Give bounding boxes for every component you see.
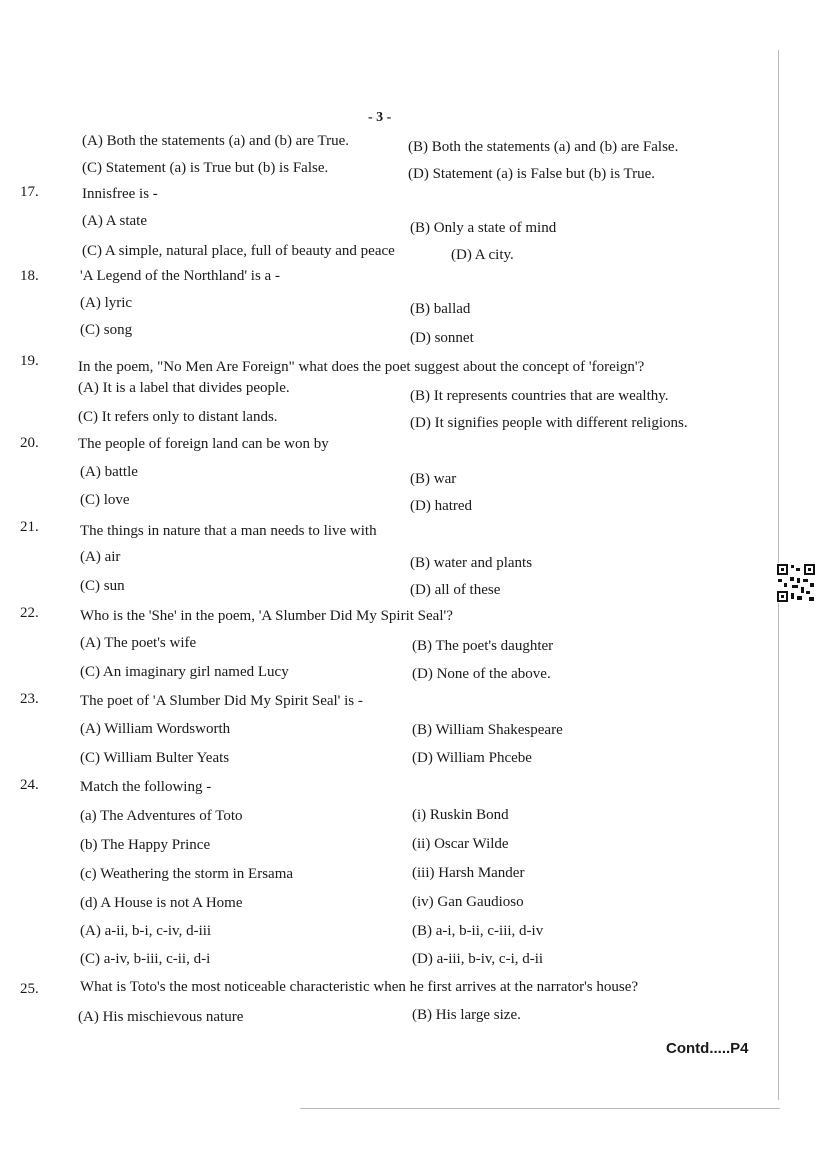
q20-text: The people of foreign land can be won by bbox=[78, 436, 329, 452]
q16-option-d: (D) Statement (a) is False but (b) is True. bbox=[408, 166, 656, 182]
q22-number: 22. bbox=[20, 605, 39, 621]
q17-option-d: (D) A city. bbox=[451, 247, 514, 263]
q24-right-i: (i) Ruskin Bond bbox=[412, 807, 509, 823]
q23-text: The poet of 'A Slumber Did My Spirit Seal' is - bbox=[80, 693, 363, 709]
q25-text: What is Toto's the most noticeable characteristic when he first arrives at the narrator's house? bbox=[80, 979, 639, 995]
q22-option-b: (B) The poet's daughter bbox=[412, 638, 554, 654]
q19-option-d: (D) It signifies people with different religions. bbox=[410, 415, 688, 431]
q18-text: 'A Legend of the Northland' is a - bbox=[80, 268, 280, 284]
q25-option-a: (A) His mischievous nature bbox=[78, 1009, 244, 1025]
q18-number: 18. bbox=[20, 268, 39, 284]
q23-number: 23. bbox=[20, 691, 39, 707]
q20-number: 20. bbox=[20, 435, 39, 451]
q25-option-b: (B) His large size. bbox=[412, 1007, 521, 1023]
q19-option-c: (C) It refers only to distant lands. bbox=[78, 409, 278, 425]
q21-option-c: (C) sun bbox=[80, 578, 125, 594]
q16-option-b: (B) Both the statements (a) and (b) are False. bbox=[408, 139, 679, 155]
bottom-edge-line bbox=[300, 1108, 780, 1109]
q20-option-b: (B) war bbox=[410, 471, 457, 487]
q24-option-d: (D) a-iii, b-iv, c-i, d-ii bbox=[412, 951, 544, 967]
q24-option-c: (C) a-iv, b-iii, c-ii, d-i bbox=[80, 951, 211, 967]
q20-option-a: (A) battle bbox=[80, 464, 138, 480]
q24-right-iv: (iv) Gan Gaudioso bbox=[412, 894, 524, 910]
q23-option-d: (D) William Phcebe bbox=[412, 750, 532, 766]
q23-option-b: (B) William Shakespeare bbox=[412, 722, 563, 738]
q22-text: Who is the 'She' in the poem, 'A Slumber Did My Spirit Seal'? bbox=[80, 608, 453, 624]
q21-number: 21. bbox=[20, 519, 39, 535]
q24-left-c: (c) Weathering the storm in Ersama bbox=[80, 866, 294, 882]
q18-option-d: (D) sonnet bbox=[410, 330, 474, 346]
q19-text: In the poem, "No Men Are Foreign" what does the poet suggest about the concept of 'foreign'? bbox=[78, 359, 645, 375]
qr-code-icon bbox=[776, 563, 816, 603]
q18-option-a: (A) lyric bbox=[80, 295, 133, 311]
q17-number: 17. bbox=[20, 184, 39, 200]
q21-text: The things in nature that a man needs to live with bbox=[80, 523, 377, 539]
q17-option-c: (C) A simple, natural place, full of beauty and peace bbox=[82, 243, 395, 259]
q24-option-b: (B) a-i, b-ii, c-iii, d-iv bbox=[412, 923, 544, 939]
q24-left-d: (d) A House is not A Home bbox=[80, 895, 243, 911]
q23-option-c: (C) William Bulter Yeats bbox=[80, 750, 230, 766]
q25-number: 25. bbox=[20, 981, 39, 997]
q16-option-c: (C) Statement (a) is True but (b) is False. bbox=[82, 160, 329, 176]
q20-option-d: (D) hatred bbox=[410, 498, 473, 514]
q24-text: Match the following - bbox=[80, 779, 212, 795]
q24-left-b: (b) The Happy Prince bbox=[80, 837, 211, 853]
q22-option-a: (A) The poet's wife bbox=[80, 635, 197, 651]
continued-footer: Contd.....P4 bbox=[666, 1040, 749, 1057]
q17-text: Innisfree is - bbox=[82, 186, 158, 202]
q19-option-a: (A) It is a label that divides people. bbox=[78, 380, 290, 396]
q24-right-iii: (iii) Harsh Mander bbox=[412, 865, 525, 881]
q17-option-a: (A) A state bbox=[82, 213, 147, 229]
q24-right-ii: (ii) Oscar Wilde bbox=[412, 836, 509, 852]
q24-option-a: (A) a-ii, b-i, c-iv, d-iii bbox=[80, 923, 212, 939]
page-number: - 3 - bbox=[368, 110, 392, 125]
q23-option-a: (A) William Wordsworth bbox=[80, 721, 231, 737]
q21-option-b: (B) water and plants bbox=[410, 555, 533, 571]
q21-option-a: (A) air bbox=[80, 549, 121, 565]
q16-option-a: (A) Both the statements (a) and (b) are True. bbox=[82, 133, 350, 149]
q19-number: 19. bbox=[20, 353, 39, 369]
q24-number: 24. bbox=[20, 777, 39, 793]
q19-option-b: (B) It represents countries that are wealthy. bbox=[410, 388, 669, 404]
q20-option-c: (C) love bbox=[80, 492, 130, 508]
q18-option-b: (B) ballad bbox=[410, 301, 471, 317]
q21-option-d: (D) all of these bbox=[410, 582, 501, 598]
q24-left-a: (a) The Adventures of Toto bbox=[80, 808, 243, 824]
q22-option-d: (D) None of the above. bbox=[412, 666, 551, 682]
q17-option-b: (B) Only a state of mind bbox=[410, 220, 557, 236]
q18-option-c: (C) song bbox=[80, 322, 133, 338]
q22-option-c: (C) An imaginary girl named Lucy bbox=[80, 664, 289, 680]
